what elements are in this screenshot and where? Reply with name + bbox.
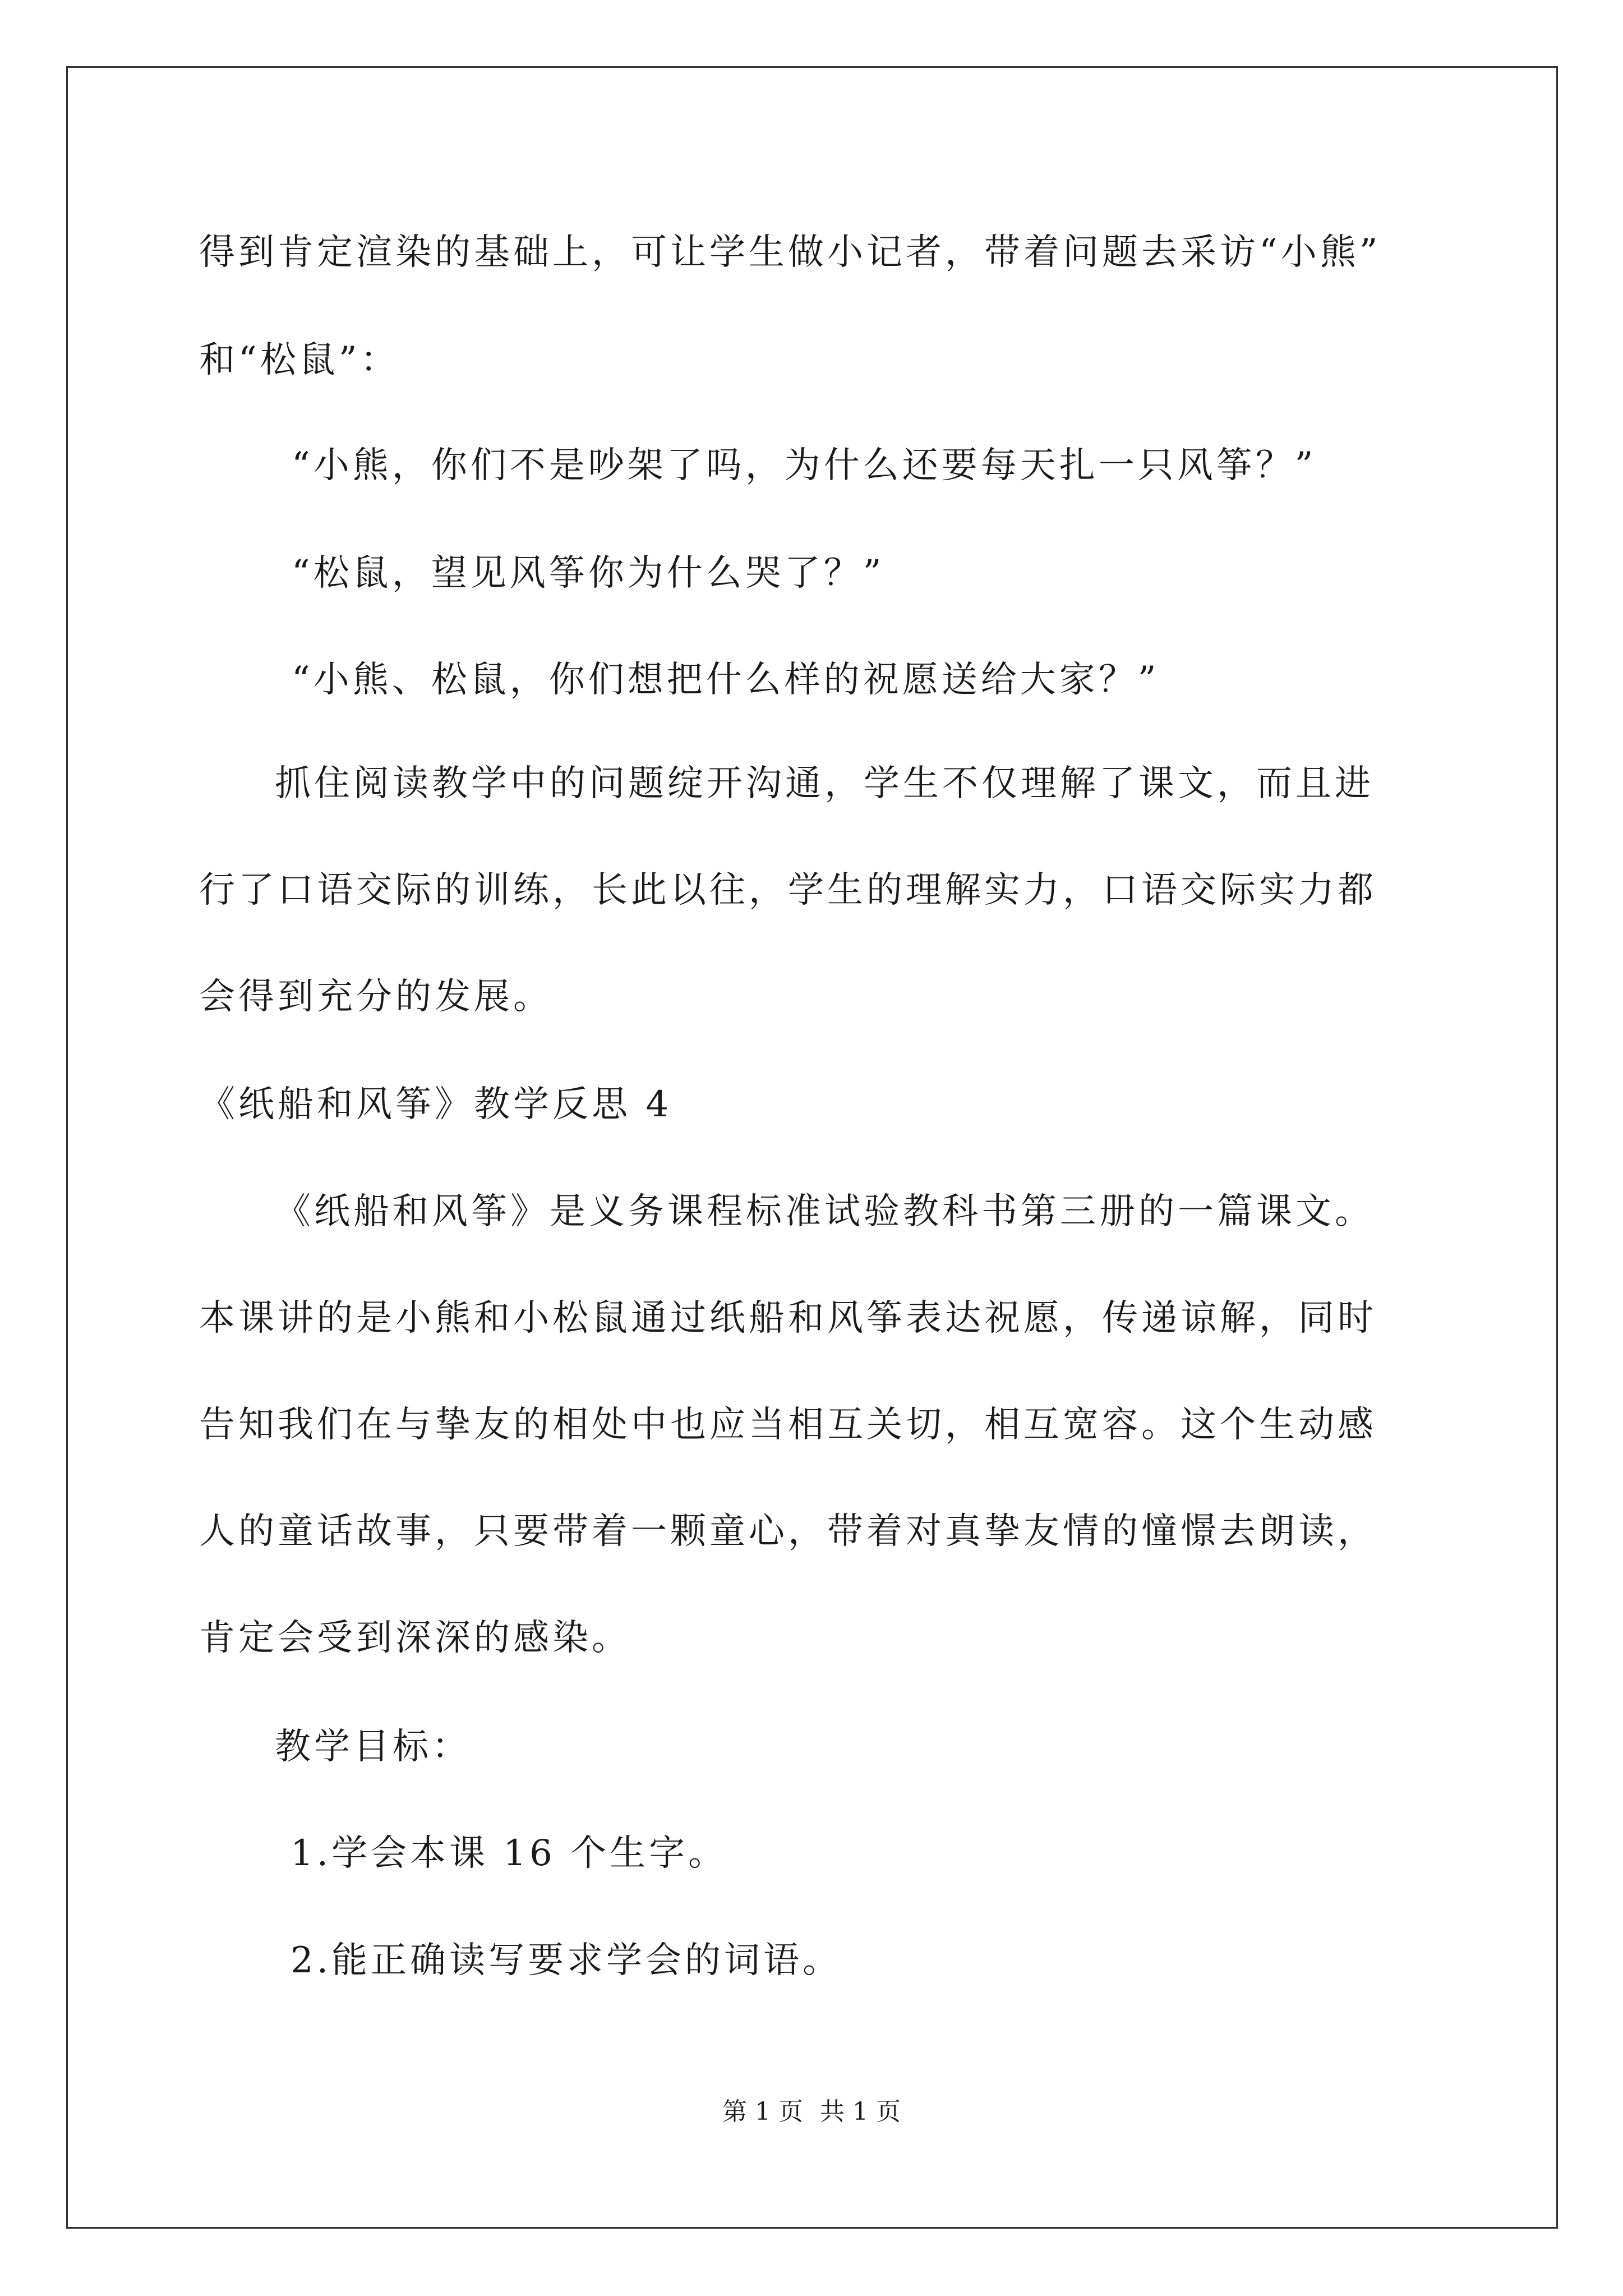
quote-line: “松鼠，望见风筝你为什么哭了？” (292, 553, 885, 594)
goal-item: 1.学会本课 16 个生字。 (291, 1833, 728, 1874)
quote-line: “小熊、松鼠，你们想把什么样的祝愿送给大家？” (292, 659, 1160, 701)
paragraph-line: 得到肯定渲染的基础上，可让学生做小记者，带着问题去采访“小熊” (199, 232, 1381, 273)
paragraph-line: 人的童话故事，只要带着一颗童心，带着对真挚友情的憧憬去朗读， (199, 1511, 1377, 1552)
paragraph-line: 《纸船和风筝》是义务课程标准试验教科书第三册的一篇课文。 (275, 1191, 1374, 1232)
page-number: 第 1 页 (722, 2097, 803, 2126)
section-heading: 《纸船和风筝》教学反思 4 (199, 1084, 672, 1125)
quote-line: “小熊，你们不是吵架了吗，为什么还要每天扎一只风筝？” (292, 445, 1317, 486)
paragraph-line: 会得到充分的发展。 (199, 976, 552, 1018)
paragraph-line: 行了口语交际的训练，长此以往，学生的理解实力，口语交际实力都 (199, 869, 1377, 911)
paragraph-line: 和“松鼠”： (199, 339, 400, 381)
goal-item: 2.能正确读写要求学会的词语。 (291, 1940, 842, 1981)
page-total: 共 1 页 (820, 2097, 901, 2126)
paragraph-line: 抓住阅读教学中的问题绽开沟通，学生不仅理解了课文，而且进 (275, 763, 1374, 804)
goals-title: 教学目标： (275, 1726, 471, 1768)
page-border (66, 66, 1558, 2229)
paragraph-line: 肯定会受到深深的感染。 (199, 1617, 631, 1659)
paragraph-line: 告知我们在与挚友的相处中也应当相互关切，相互宽容。这个生动感 (199, 1404, 1377, 1446)
page-footer (0, 2097, 1623, 2126)
paragraph-line: 本课讲的是小熊和小松鼠通过纸船和风筝表达祝愿，传递谅解，同时 (199, 1297, 1377, 1339)
